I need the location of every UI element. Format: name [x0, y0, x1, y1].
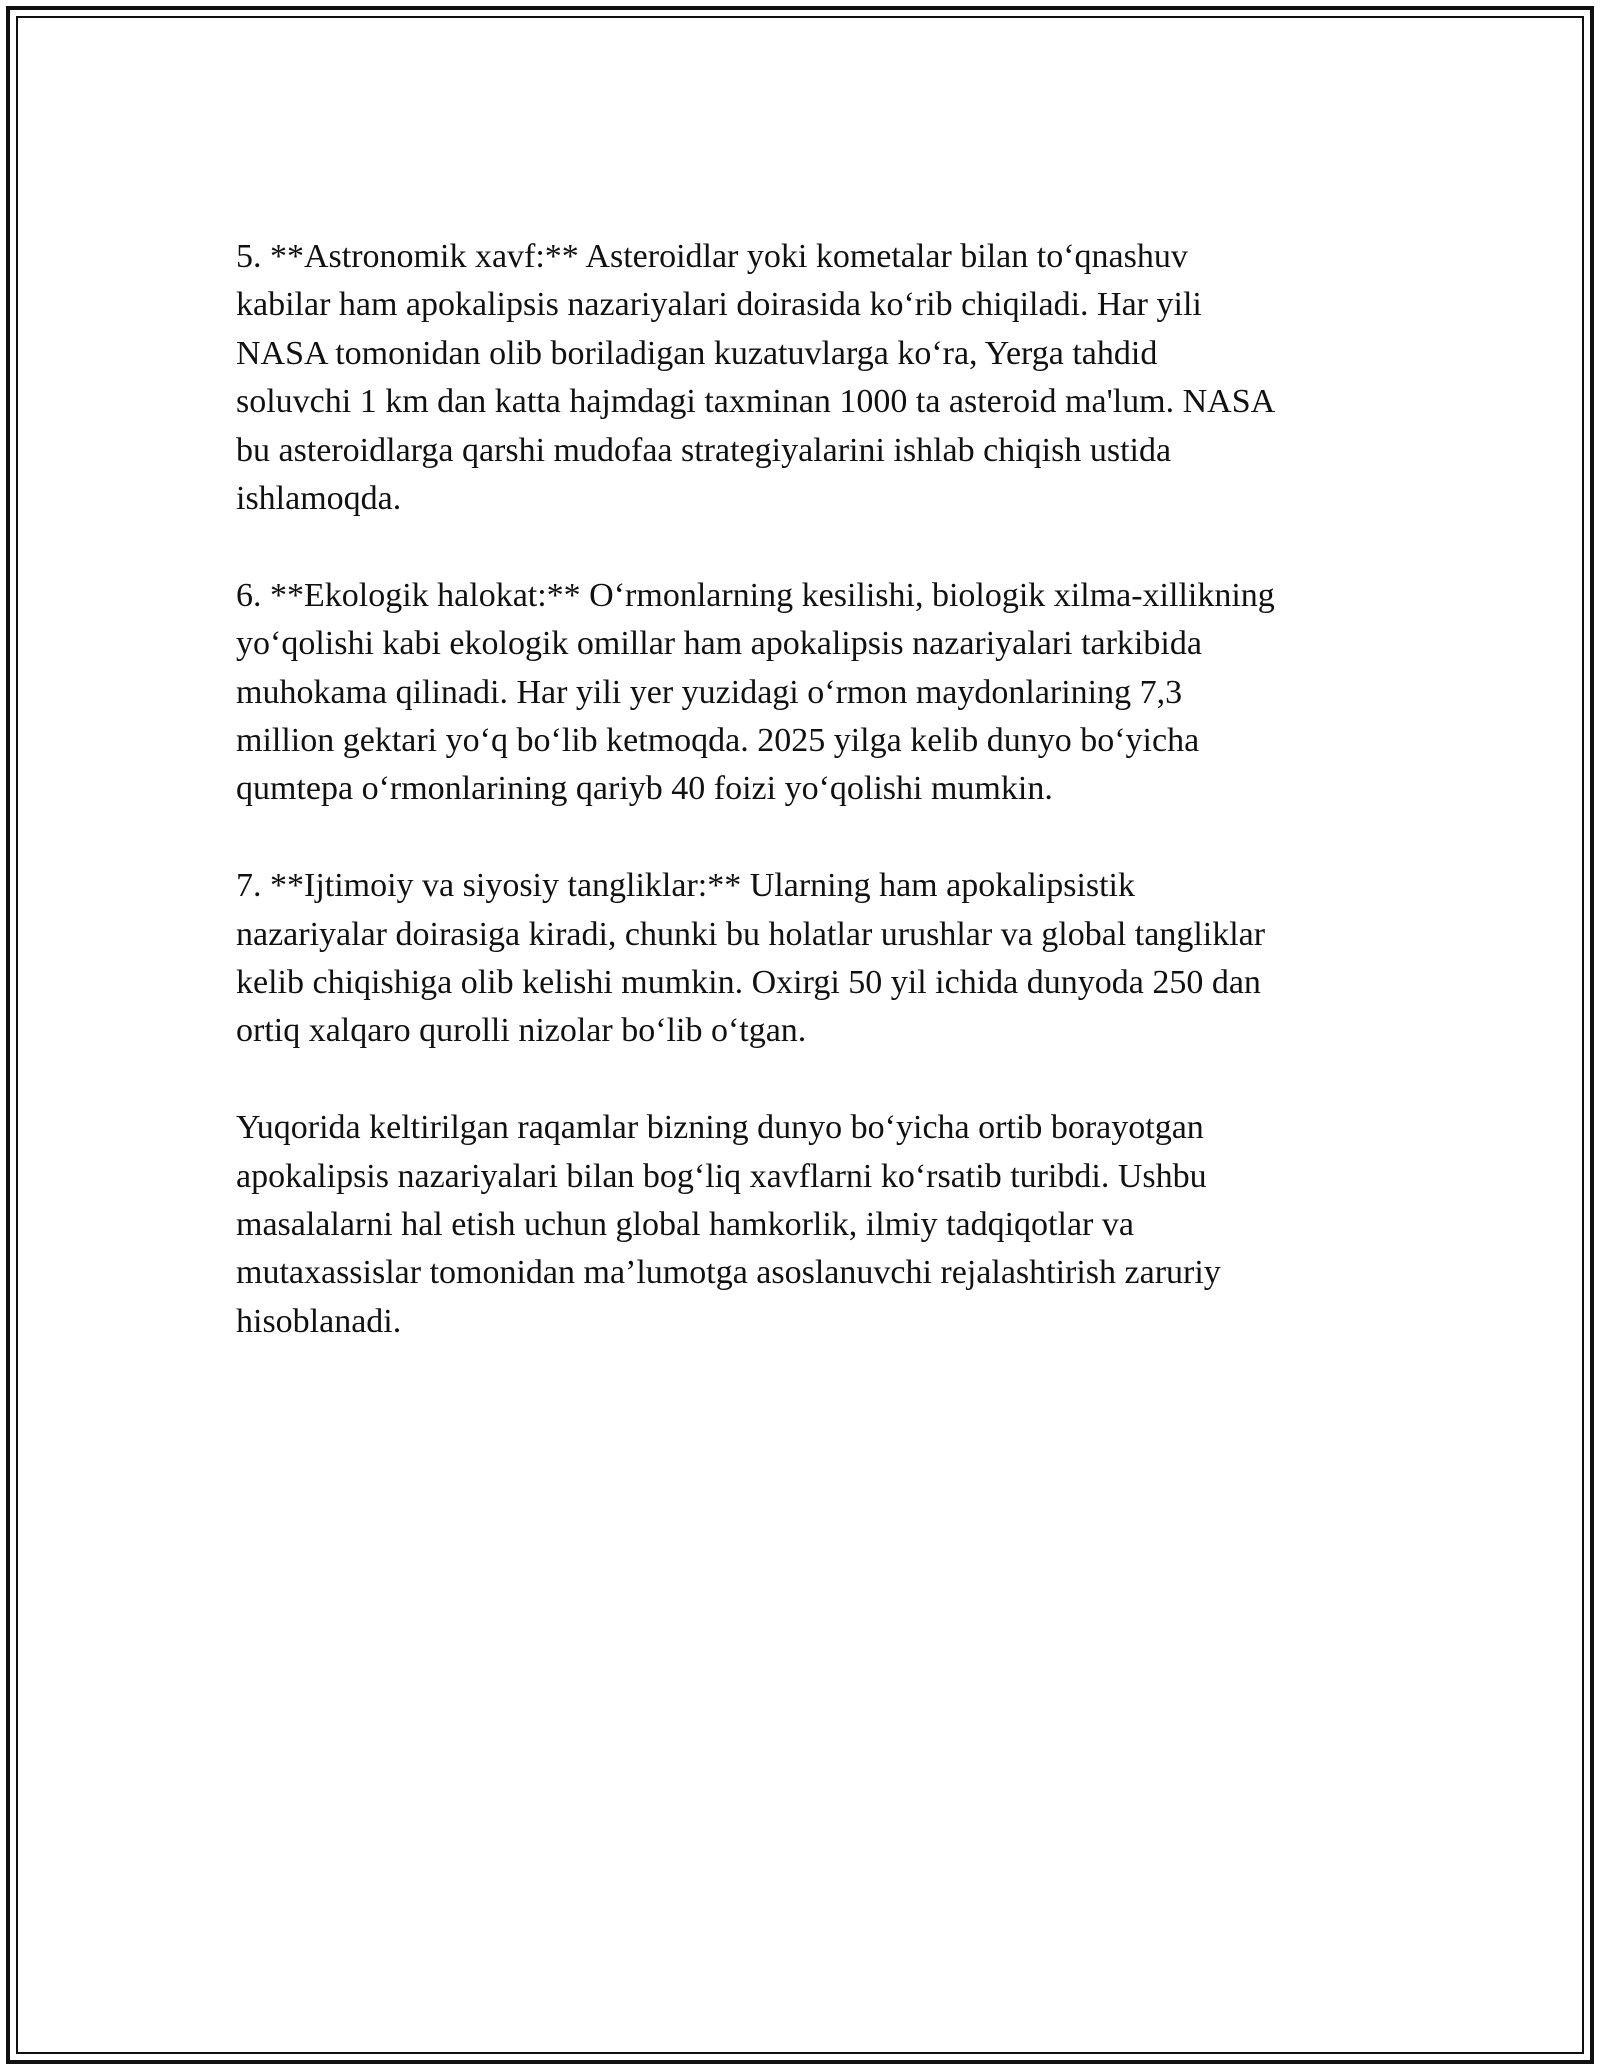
paragraph-astronomik-xavf: 5. **Astronomik xavf:** Asteroidlar yoki kometalar bilan to‘qnashuv kabilar ham apokalipsis nazariyalari doirasida ko‘rib chiqiladi. Har yili NASA tomonidan olib boriladigan kuzatuvlarga ko‘ra, Yerga tahdid soluvchi 1 km dan katta hajmdagi taxminan 1000 ta asteroid ma'lum. NASA bu asteroidlarga qarshi mudofaa strategiyalarini ishlab chiqish ustida ishlamoqda.: [236, 238, 1276, 518]
document-body: [236, 233, 1366, 1395]
paragraph-conclusion: Yuqorida keltirilgan raqamlar bizning dunyo bo‘yicha ortib borayotgan apokalipsis nazariyalari bilan bog‘liq xavflarni ko‘rsatib turibdi. Ushbu masalalarni hal etish uchun global hamkorlik, ilmiy tadqiqotlar va mutaxassislar tomonidan ma’lumotga asoslanuvchi rejalashtirish zaruriy hisoblanadi.: [236, 1109, 1221, 1340]
paragraph-ijtimoiy-siyosiy: 7. **Ijtimoiy va siyosiy tangliklar:** Ularning ham apokalipsistik nazariyalar doirasiga kiradi, chunki bu holatlar urushlar va global tangliklar kelib chiqishiga olib kelishi mumkin. Oxirgi 50 yil ichida dunyoda 250 dan ortiq xalqaro qurolli nizolar bo‘lib o‘tgan.: [236, 867, 1266, 1050]
paragraph-ekologik-halokat: 6. **Ekologik halokat:** O‘rmonlarning kesilishi, biologik xilma-xillikning yo‘qolishi kabi ekologik omillar ham apokalipsis nazariyalari tarkibida muhokama qilinadi. Har yili yer yuzidagi o‘rmon maydonlarining 7,3 million gektari yo‘q bo‘lib ketmoqda. 2025 yilga kelib dunyo bo‘yicha qumtepa o‘rmonlarining qariyb 40 foizi yo‘qolishi mumkin.: [236, 576, 1275, 808]
